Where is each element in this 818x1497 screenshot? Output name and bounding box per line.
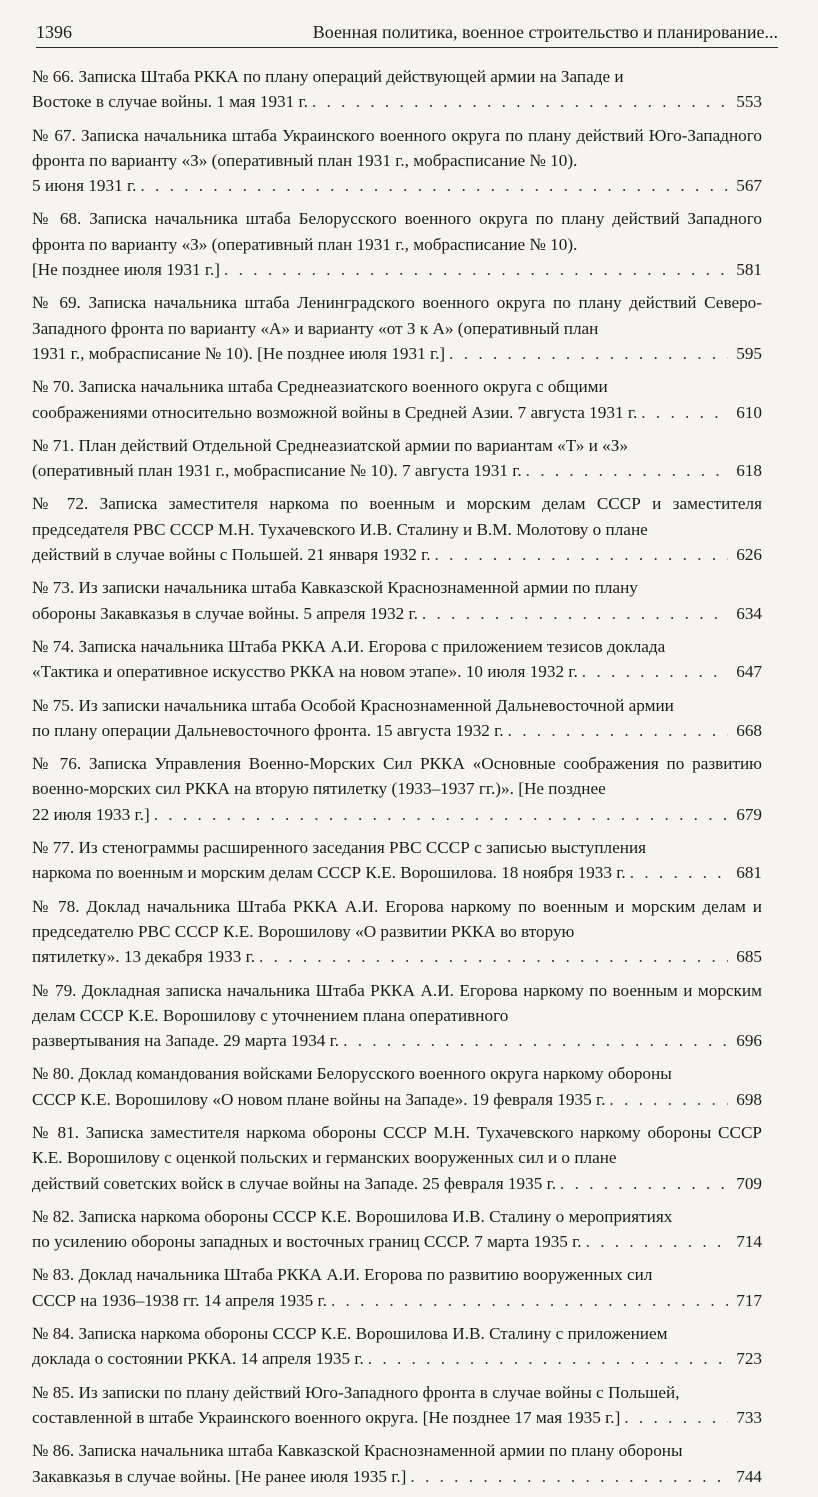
entry-last-line	[32, 458, 762, 483]
toc-entry	[32, 835, 762, 886]
entry-text: № 80. Доклад командования войсками Белорусского военного округа наркому обороны	[32, 1064, 672, 1084]
entry-text: № 79. Докладная записка начальника Штаба РККА А.И. Егорова наркому по военным и морским делам СССР К.Е. Ворошилову с уточнением плана оперативного	[32, 980, 762, 1025]
entry-page-ref: 634	[736, 603, 762, 623]
entry-last-text: наркома по военным и морским делам СССР К.Е. Ворошилова. 18 ноября 1933 г.	[32, 863, 626, 883]
dot-leader	[526, 458, 728, 483]
entry-text: № 77. Из стенограммы расширенного заседания РВС СССР с записью выступления	[32, 838, 647, 858]
entry-text: № 85. Из записки по плану действий Юго-Западного фронта в случае войны с Польшей,	[32, 1382, 680, 1402]
entry-page-ref: 714	[736, 1232, 762, 1252]
entry-last-text: действий советских войск в случае войны на Западе. 25 февраля 1935 г.	[32, 1173, 557, 1193]
entry-text: № 66. Записка Штаба РККА по плану операций действующей армии на Западе и	[32, 67, 624, 86]
entry-last-text: 1931 г., мобрасписание № 10). [Не позднее июля 1931 г.]	[32, 343, 446, 363]
entry-last-line	[32, 257, 762, 282]
entry-page-ref: 709	[736, 1173, 762, 1193]
entry-page-ref: 696	[736, 1031, 762, 1051]
entry-page-ref: 668	[736, 720, 762, 740]
toc-entry	[32, 1262, 762, 1313]
entry-page-ref: 581	[736, 260, 762, 280]
entry-last-line	[32, 944, 762, 969]
entry-last-text: 5 июня 1931 г.	[32, 176, 137, 196]
dot-leader	[435, 542, 728, 567]
entry-text: № 82. Записка наркома обороны СССР К.Е. Ворошилова И.В. Сталину о мероприятиях	[32, 1206, 673, 1226]
entry-page-ref: 744	[736, 1466, 762, 1486]
toc-entry	[32, 290, 762, 366]
toc-entry	[32, 491, 762, 567]
dot-leader	[312, 89, 728, 114]
entry-last-line	[32, 601, 762, 626]
running-title: Военная политика, военное строительство и планирование...	[312, 22, 778, 42]
page-number: 1396	[36, 22, 72, 42]
entry-last-text: СССР К.Е. Ворошилову «О новом плане войны на Западе». 19 февраля 1935 г.	[32, 1089, 606, 1109]
entry-last-text: (оперативный план 1931 г., мобрасписание № 10). 7 августа 1931 г.	[32, 461, 522, 481]
entry-last-text: 22 июля 1933 г.]	[32, 804, 150, 824]
entry-page-ref: 567	[736, 176, 762, 196]
entry-last-line	[32, 659, 762, 684]
entry-last-line	[32, 1288, 762, 1313]
entry-last-text: доклада о состоянии РККА. 14 апреля 1935 г.	[32, 1349, 364, 1369]
entry-page-ref: 553	[736, 92, 762, 112]
entry-last-line	[32, 860, 762, 885]
entry-text: № 86. Записка начальника штаба Кавказской Краснознаменной армии по плану обороны	[32, 1441, 683, 1461]
entry-text: № 75. Из записки начальника штаба Особой Краснознаменной Дальневосточной армии	[32, 695, 674, 715]
entry-last-line	[32, 400, 762, 425]
entry-text: № 68. Записка начальника штаба Белорусского военного округа по плану действий Западного фронта по варианту «З» (оперативный план 1931 г., мобрасписание № 10).	[32, 209, 762, 254]
entry-text: № 72. Записка заместителя наркома по военным и морским делам СССР и заместителя председателя РВС СССР М.Н. Тухачевского И.В. Сталину и В.М. Молотову о плане	[32, 494, 762, 539]
entry-last-text: по плану операции Дальневосточного фронта. 15 августа 1932 г.	[32, 720, 504, 740]
entry-text: № 69. Записка начальника штаба Ленинградского военного округа по плану действий Северо-Западного фронта по варианту «А» и варианту «от З к А» (оперативный план	[32, 293, 762, 338]
toc-entry	[32, 693, 762, 744]
entry-last-line	[32, 542, 762, 567]
toc-entry	[32, 1061, 762, 1112]
dot-leader	[508, 718, 728, 743]
entry-page-ref: 679	[736, 804, 762, 824]
dot-leader	[582, 659, 728, 684]
toc-entry	[32, 894, 762, 970]
dot-leader	[368, 1346, 728, 1371]
toc-entry	[32, 751, 762, 827]
table-of-contents	[32, 64, 762, 1497]
toc-entry	[32, 433, 762, 484]
entry-text: № 76. Записка Управления Военно-Морских Сил РККА «Основные соображения по развитию военно-морских сил РККА на вторую пятилетку (1933–1937 гг.)». [Не позднее	[32, 754, 762, 799]
entry-page-ref: 681	[736, 863, 762, 883]
entry-page-ref: 647	[736, 662, 762, 682]
entry-text: № 78. Доклад начальника Штаба РККА А.И. Егорова наркому по военным и морским делам и председателю РВС СССР К.Е. Ворошилову «О развитии РККА во вторую	[32, 896, 762, 941]
dot-leader	[224, 257, 728, 282]
toc-entry	[32, 206, 762, 282]
dot-leader	[641, 400, 728, 425]
entry-last-text: развертывания на Западе. 29 марта 1934 г.	[32, 1031, 340, 1051]
dot-leader	[331, 1288, 728, 1313]
toc-entry	[32, 634, 762, 685]
entry-text: № 84. Записка наркома обороны СССР К.Е. Ворошилова И.В. Сталину с приложением	[32, 1324, 668, 1344]
entry-last-line	[32, 1087, 762, 1112]
dot-leader	[410, 1464, 728, 1489]
entry-page-ref: 685	[736, 947, 762, 967]
entry-page-ref: 610	[736, 402, 762, 422]
entry-text: № 67. Записка начальника штаба Украинского военного округа по плану действий Юго-Западного фронта по варианту «З» (оперативный план 1931 г., мобрасписание № 10).	[32, 125, 762, 170]
entry-last-line	[32, 1171, 762, 1196]
entry-last-line	[32, 173, 762, 198]
dot-leader	[449, 341, 728, 366]
entry-last-text: Востоке в случае войны. 1 мая 1931 г.	[32, 92, 308, 112]
entry-last-line	[32, 1405, 762, 1430]
entry-page-ref: 717	[736, 1290, 762, 1310]
entry-last-text: действий в случае войны с Польшей. 21 января 1932 г.	[32, 545, 431, 565]
page-header	[36, 18, 778, 48]
entry-text: № 70. Записка начальника штаба Среднеазиатского военного округа с общими	[32, 377, 608, 397]
entry-last-text: Закавказья в случае войны. [Не ранее июля 1935 г.]	[32, 1466, 407, 1486]
entry-page-ref: 618	[736, 461, 762, 481]
dot-leader	[624, 1405, 728, 1430]
toc-entry	[32, 123, 762, 199]
dot-leader	[586, 1229, 728, 1254]
toc-entry	[32, 978, 762, 1054]
entry-last-text: «Тактика и оперативное искусство РККА на новом этапе». 10 июля 1932 г.	[32, 662, 578, 682]
toc-entry	[32, 64, 762, 115]
entry-text: № 74. Записка начальника Штаба РККА А.И. Егорова с приложением тезисов доклада	[32, 636, 666, 656]
entry-last-line	[32, 802, 762, 827]
entry-last-text: [Не позднее июля 1931 г.]	[32, 260, 221, 280]
toc-entry	[32, 1321, 762, 1372]
dot-leader	[154, 802, 728, 827]
entry-text: № 73. Из записки начальника штаба Кавказской Краснознаменной армии по плану	[32, 578, 638, 598]
entry-last-line	[32, 1028, 762, 1053]
toc-entry	[32, 1204, 762, 1255]
entry-last-text: по усилению обороны западных и восточных границ СССР. 7 марта 1935 г.	[32, 1232, 582, 1252]
toc-entry	[32, 1380, 762, 1431]
entry-page-ref: 723	[736, 1349, 762, 1369]
entry-text: № 83. Доклад начальника Штаба РККА А.И. Егорова по развитию вооруженных сил	[32, 1265, 653, 1285]
dot-leader	[259, 944, 728, 969]
entry-text: № 71. План действий Отдельной Среднеазиатской армии по вариантам «Т» и «З»	[32, 435, 628, 455]
dot-leader	[609, 1087, 728, 1112]
dot-leader	[560, 1171, 728, 1196]
entry-last-line	[32, 1346, 762, 1371]
entry-last-text: СССР на 1936–1938 гг. 14 апреля 1935 г.	[32, 1290, 327, 1310]
entry-page-ref: 595	[736, 343, 762, 363]
entry-last-text: соображениями относительно возможной войны в Средней Азии. 7 августа 1931 г.	[32, 402, 638, 422]
entry-last-line	[32, 1229, 762, 1254]
dot-leader	[422, 601, 728, 626]
entry-last-line	[32, 718, 762, 743]
entry-page-ref: 733	[736, 1407, 762, 1427]
entry-page-ref: 626	[736, 545, 762, 565]
toc-entry	[32, 1120, 762, 1196]
toc-entry	[32, 1438, 762, 1489]
toc-entry	[32, 374, 762, 425]
entry-last-text: пятилетку». 13 декабря 1933 г.	[32, 947, 256, 967]
entry-text: № 81. Записка заместителя наркома обороны СССР М.Н. Тухачевского наркому обороны СССР К.Е. Ворошилову с оценкой польских и германских вооруженных сил и о плане	[32, 1122, 762, 1168]
toc-entry	[32, 575, 762, 626]
dot-leader	[630, 860, 728, 885]
entry-page-ref: 698	[736, 1089, 762, 1109]
entry-last-text: составленной в штабе Украинского военного округа. [Не позднее 17 мая 1935 г.]	[32, 1407, 621, 1427]
entry-last-text: обороны Закавказья в случае войны. 5 апреля 1932 г.	[32, 603, 418, 623]
entry-last-line	[32, 341, 762, 366]
entry-last-line	[32, 1464, 762, 1489]
dot-leader	[140, 173, 728, 198]
dot-leader	[343, 1028, 728, 1053]
entry-last-line	[32, 89, 762, 114]
